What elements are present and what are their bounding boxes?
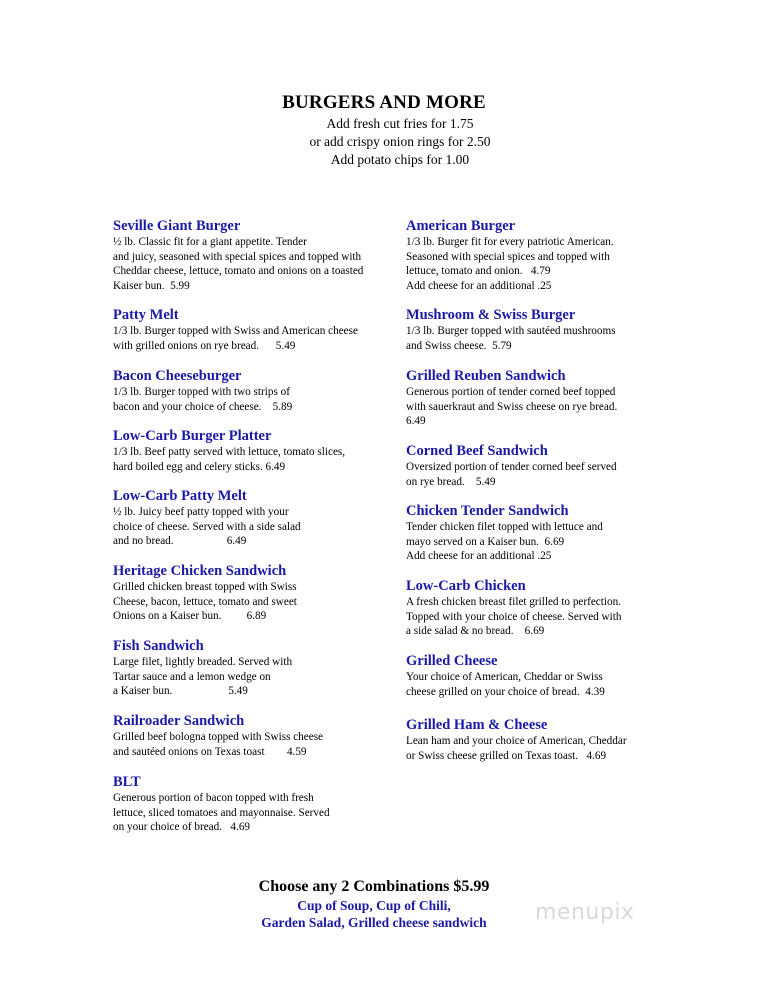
item-description: A fresh chicken breast filet grilled to perfection. Topped with your choice of cheese. Served with a side salad & no bread. 6.69: [406, 596, 622, 638]
item-description: Tender chicken filet topped with lettuce and mayo served on a Kaiser bun. 6.69 Add cheese for an additional .25: [406, 521, 603, 563]
menu-item: [406, 368, 617, 429]
item-description: 1/3 lb. Beef patty served with lettuce, tomato slices, hard boiled egg and celery sticks. 6.49: [113, 446, 346, 473]
item-name: Bacon Cheeseburger: [113, 368, 242, 384]
item-name: BLT: [113, 774, 141, 790]
combo-section: [0, 877, 768, 931]
menu-item: [113, 638, 292, 699]
item-name: Chicken Tender Sandwich: [406, 503, 569, 519]
item-name: Grilled Ham & Cheese: [406, 717, 548, 733]
item-description: Large filet, lightly breaded. Served with Tartar sauce and a lemon wedge on a Kaiser bun. 5.49: [113, 656, 293, 698]
item-name: Mushroom & Swiss Burger: [406, 307, 576, 323]
item-description: ½ lb. Classic fit for a giant appetite. Tender and juicy, seasoned with special spices and topped with Cheddar cheese, lettuce, tomato and onions on a toasted Kaiser bun. 5.99: [113, 236, 364, 292]
item-name: Low-Carb Patty Melt: [113, 488, 247, 504]
item-description: Your choice of American, Cheddar or Swiss cheese grilled on your choice of bread. 4.39: [406, 671, 605, 698]
item-name: Low-Carb Burger Platter: [113, 428, 272, 444]
item-description: 1/3 lb. Burger fit for every patriotic American. Seasoned with special spices and topped with lettuce, tomato and onion. 4.79 Add cheese for an additional .25: [406, 236, 614, 292]
item-name: Fish Sandwich: [113, 638, 204, 654]
menu-item: [406, 443, 617, 489]
item-description: Oversized portion of tender corned beef served on rye bread. 5.49: [406, 461, 617, 488]
item-description: 1/3 lb. Burger topped with Swiss and American cheese with grilled onions on rye bread. 5.49: [113, 325, 358, 352]
item-description: 1/3 lb. Burger topped with two strips of bacon and your choice of cheese. 5.89: [113, 386, 293, 413]
menu-item: [113, 774, 330, 835]
item-name: American Burger: [406, 218, 516, 234]
item-name: Corned Beef Sandwich: [406, 443, 548, 459]
item-name: Grilled Cheese: [406, 653, 498, 669]
combo-title: Choose any 2 Combinations $5.99: [258, 878, 490, 895]
item-description: Generous portion of bacon topped with fresh lettuce, sliced tomatoes and mayonnaise. Served on your choice of bread. 4.69: [113, 792, 330, 834]
combo-options-line-1: Cup of Soup, Cup of Chili,: [297, 898, 451, 913]
menu-item: [113, 368, 292, 414]
menu-item: [113, 713, 323, 759]
item-description: Grilled chicken breast topped with Swiss Cheese, bacon, lettuce, tomato and sweet Onions on a Kaiser bun. 6.89: [113, 581, 297, 623]
menu-section-title: [0, 92, 768, 114]
item-description: Generous portion of tender corned beef topped with sauerkraut and Swiss cheese on rye bread. 6.49: [406, 386, 618, 428]
item-description: 1/3 lb. Burger topped with sautéed mushrooms and Swiss cheese. 5.79: [406, 325, 616, 352]
menu-item: [113, 218, 363, 293]
item-name: Heritage Chicken Sandwich: [113, 563, 287, 579]
item-name: Seville Giant Burger: [113, 218, 241, 234]
menu-item: [113, 428, 345, 474]
menu-item: [406, 653, 605, 699]
item-description: Lean ham and your choice of American, Cheddar or Swiss cheese grilled on Texas toast. 4.69: [406, 735, 627, 762]
addon-onion-rings: or add crispy onion rings for 2.50: [309, 134, 491, 149]
title-text: BURGERS AND MORE: [282, 92, 486, 113]
menu-item: [406, 503, 603, 564]
combo-options-line-2: Garden Salad, Grilled cheese sandwich: [261, 915, 487, 930]
item-description: Grilled beef bologna topped with Swiss cheese and sautéed onions on Texas toast 4.59: [113, 731, 324, 758]
menupix-watermark: menupix: [535, 900, 635, 925]
item-name: Patty Melt: [113, 307, 179, 323]
addon-chips: Add potato chips for 1.00: [330, 152, 470, 167]
addon-fries: Add fresh cut fries for 1.75: [326, 116, 474, 131]
item-name: Grilled Reuben Sandwich: [406, 368, 566, 384]
menu-item: [406, 578, 621, 639]
item-name: Low-Carb Chicken: [406, 578, 526, 594]
item-name: Railroader Sandwich: [113, 713, 245, 729]
menu-item: [406, 717, 627, 763]
item-description: ½ lb. Juicy beef patty topped with your choice of cheese. Served with a side salad and no bread. 6.49: [113, 506, 301, 548]
menu-item: [113, 307, 358, 353]
menu-item: [406, 307, 616, 353]
menu-item: [406, 218, 614, 293]
menu-item: [113, 488, 301, 549]
menu-item: [113, 563, 297, 624]
